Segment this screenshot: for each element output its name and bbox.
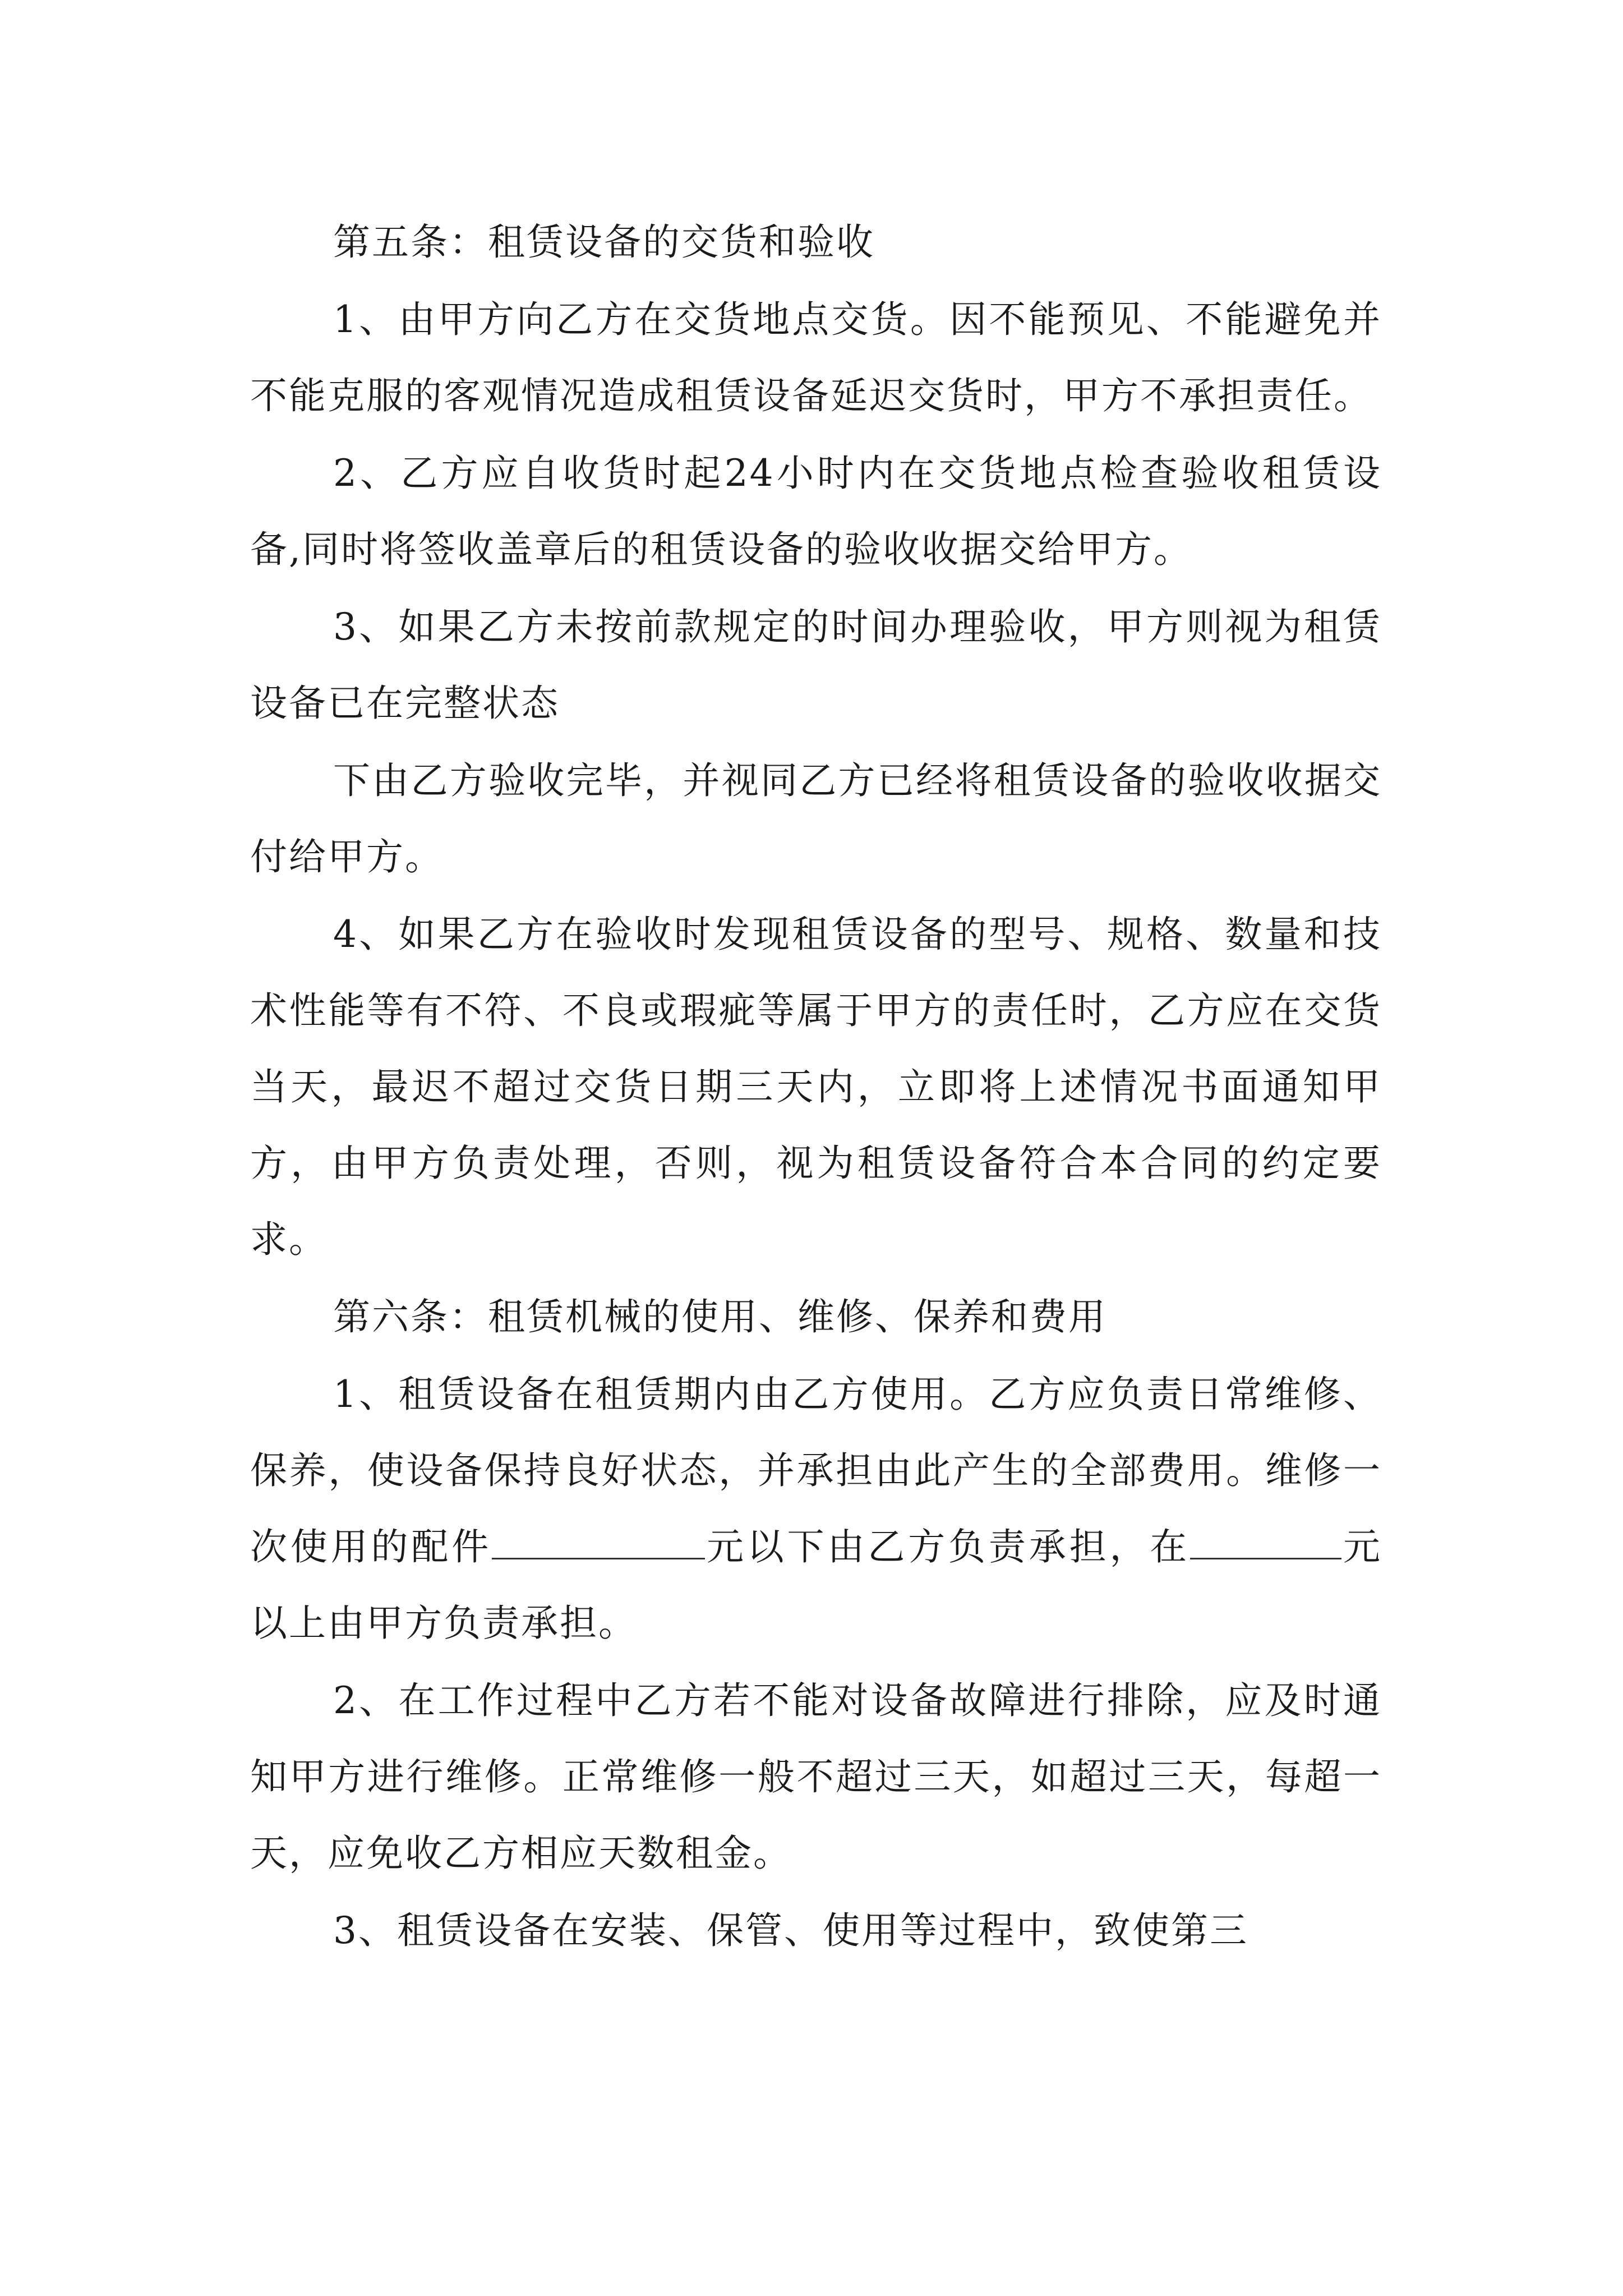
clause-text-part: 1、租赁设备在租赁期内由乙方使用。乙方应负责日常维修、保养，使设备保持良好状态，并承担由此产生的全部费用。维修一次使用的配件: [250, 1373, 1382, 1568]
article-6-clause-2: 2、在工作过程中乙方若不能对设备故障进行排除，应及时通知甲方进行维修。正常维修一般不超过三天，如超过三天，每超一天，应免收乙方相应天数租金。: [250, 1679, 1382, 1875]
article-6-heading: 第六条：租赁机械的使用、维修、保养和费用: [333, 1295, 1107, 1338]
article-5-clause-3: 3、如果乙方未按前款规定的时间办理验收，甲方则视为租赁设备已在完整状态: [250, 605, 1382, 725]
clause-text-part: 元以下由乙方负责承担，在: [705, 1525, 1191, 1568]
article-6-clause-3: 3、租赁设备在安装、保管、使用等过程中，致使第三: [333, 1909, 1248, 1952]
clause-text-part: 元以上由甲方负责承担。: [250, 1525, 1382, 1645]
article-5-heading: 第五条：租赁设备的交货和验收: [333, 220, 875, 264]
article-5-clause-4: 4、如果乙方在验收时发现租赁设备的型号、规格、数量和技术性能等有不符、不良或瑕疵等属于甲方的责任时，乙方应在交货当天，最迟不超过交货日期三天内，立即将上述情况书面通知甲方，由甲方负责处理，否则，视为租赁设备符合本合同的约定要求。: [250, 913, 1382, 1261]
article-5-clause-3-continued: 下由乙方验收完毕，并视同乙方已经将租赁设备的验收收据交付给甲方。: [250, 759, 1382, 878]
blank-underline: [492, 1526, 705, 1559]
document-body: [250, 204, 1382, 1970]
blank-underline: [1190, 1526, 1341, 1559]
article-5-clause-1: 1、由甲方向乙方在交货地点交货。因不能预见、不能避免并不能克服的客观情况造成租赁设备延迟交货时，甲方不承担责任。: [250, 298, 1382, 417]
article-5-clause-2: 2、乙方应自收货时起24小时内在交货地点检查验收租赁设备,同时将签收盖章后的租赁设备的验收收据交给甲方。: [250, 452, 1382, 571]
article-6-clause-1: [250, 1356, 1382, 1662]
